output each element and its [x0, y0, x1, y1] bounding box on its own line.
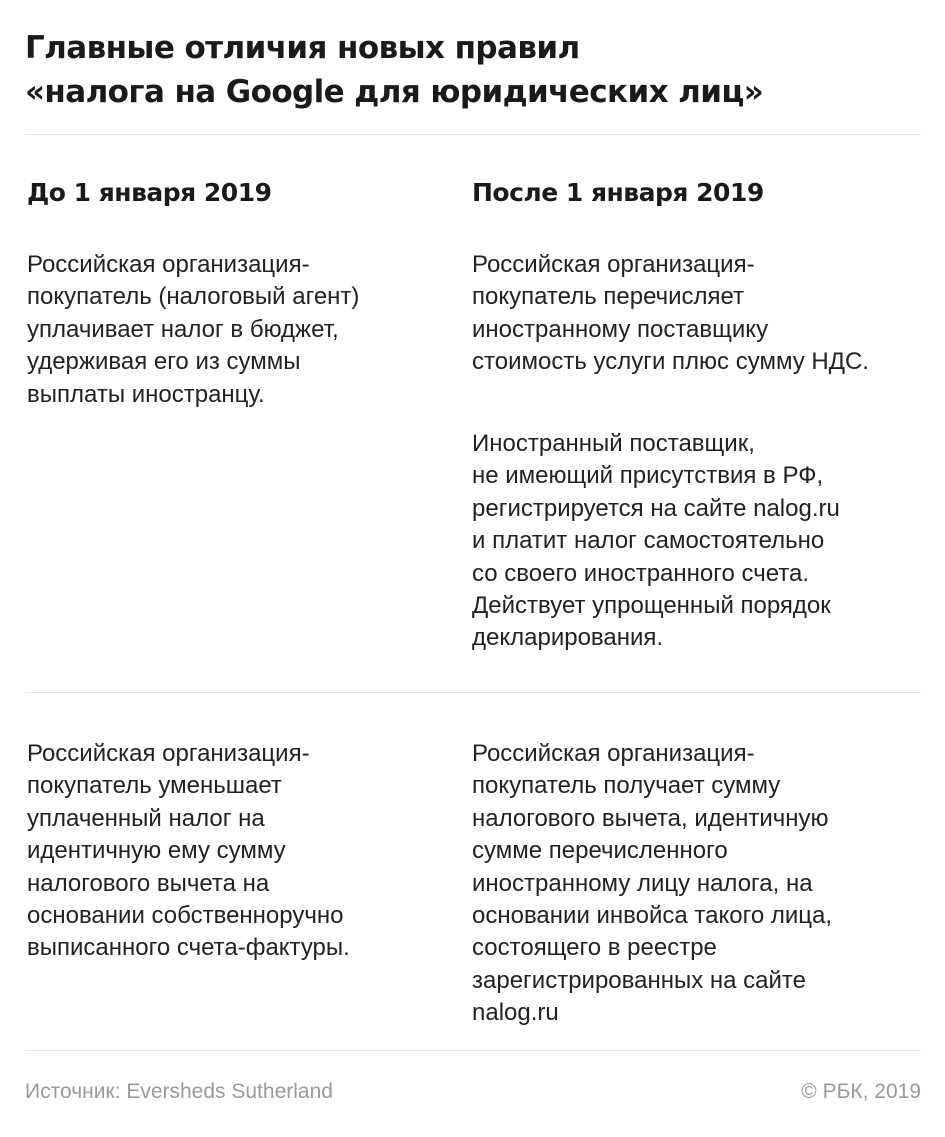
row-2-before-cell	[27, 738, 467, 965]
row-1-after-cell	[472, 249, 912, 379]
text-line: иностранному поставщику	[472, 315, 769, 343]
text-line: состоящего в реестре	[472, 934, 717, 962]
row-1-after-extra-cell	[472, 428, 912, 655]
text-line: не имеющий присутствия в РФ,	[472, 462, 824, 490]
text-line: регистрируется на сайте nalog.ru	[472, 494, 840, 522]
row-2-after-cell	[472, 738, 912, 1030]
text-line: стоимость услуги плюс сумму НДС.	[472, 348, 869, 376]
text-line: покупатель получает сумму	[472, 772, 781, 800]
text-line: уплачивает налог в бюджет,	[27, 315, 339, 343]
text-line: основании инвойса такого лица,	[472, 902, 833, 930]
divider-bottom	[25, 1050, 921, 1051]
text-line: уплаченный налог на	[27, 804, 265, 832]
divider-top	[25, 134, 921, 135]
text-line: сумме перечисленного	[472, 837, 728, 865]
text-line: покупатель перечисляет	[472, 283, 745, 311]
text-line: иностранному лицу налога, на	[472, 869, 813, 897]
text-line: удерживая его из суммы	[27, 348, 301, 376]
text-line: зарегистрированных на сайте	[472, 966, 806, 994]
text-line: Действует упрощенный порядок	[472, 592, 831, 620]
column-header-after: После 1 января 2019	[472, 178, 764, 207]
copyright-note: © РБК, 2019	[801, 1080, 921, 1103]
title-line-1: Главные отличия новых правил	[25, 30, 580, 66]
text-line: налогового вычета на	[27, 869, 270, 897]
text-line: выписанного счета-фактуры.	[27, 934, 350, 962]
row-1-before-cell	[27, 249, 467, 411]
text-line: со своего иностранного счета.	[472, 559, 810, 587]
column-header-before: До 1 января 2019	[27, 178, 272, 207]
text-line: Российская организация-	[472, 740, 755, 767]
text-line: покупатель (налоговый агент)	[27, 283, 360, 311]
text-line: Российская организация-	[27, 251, 310, 278]
text-line: основании собственноручно	[27, 902, 344, 930]
divider-middle	[25, 692, 921, 693]
text-line: декларирования.	[472, 624, 664, 652]
text-line: налогового вычета, идентичную	[472, 804, 829, 832]
text-line: nalog.ru	[472, 999, 559, 1027]
text-line: Иностранный поставщик,	[472, 430, 755, 457]
source-note: Источник: Eversheds Sutherland	[25, 1080, 333, 1103]
text-line: покупатель уменьшает	[27, 772, 282, 800]
page-title	[25, 26, 920, 114]
text-line: идентичную ему сумму	[27, 837, 286, 865]
text-line: Российская организация-	[27, 740, 310, 767]
text-line: и платит налог самостоятельно	[472, 527, 825, 555]
title-line-2: «налога на Google для юридических лиц»	[25, 74, 764, 110]
text-line: выплаты иностранцу.	[27, 380, 265, 408]
text-line: Российская организация-	[472, 251, 755, 278]
